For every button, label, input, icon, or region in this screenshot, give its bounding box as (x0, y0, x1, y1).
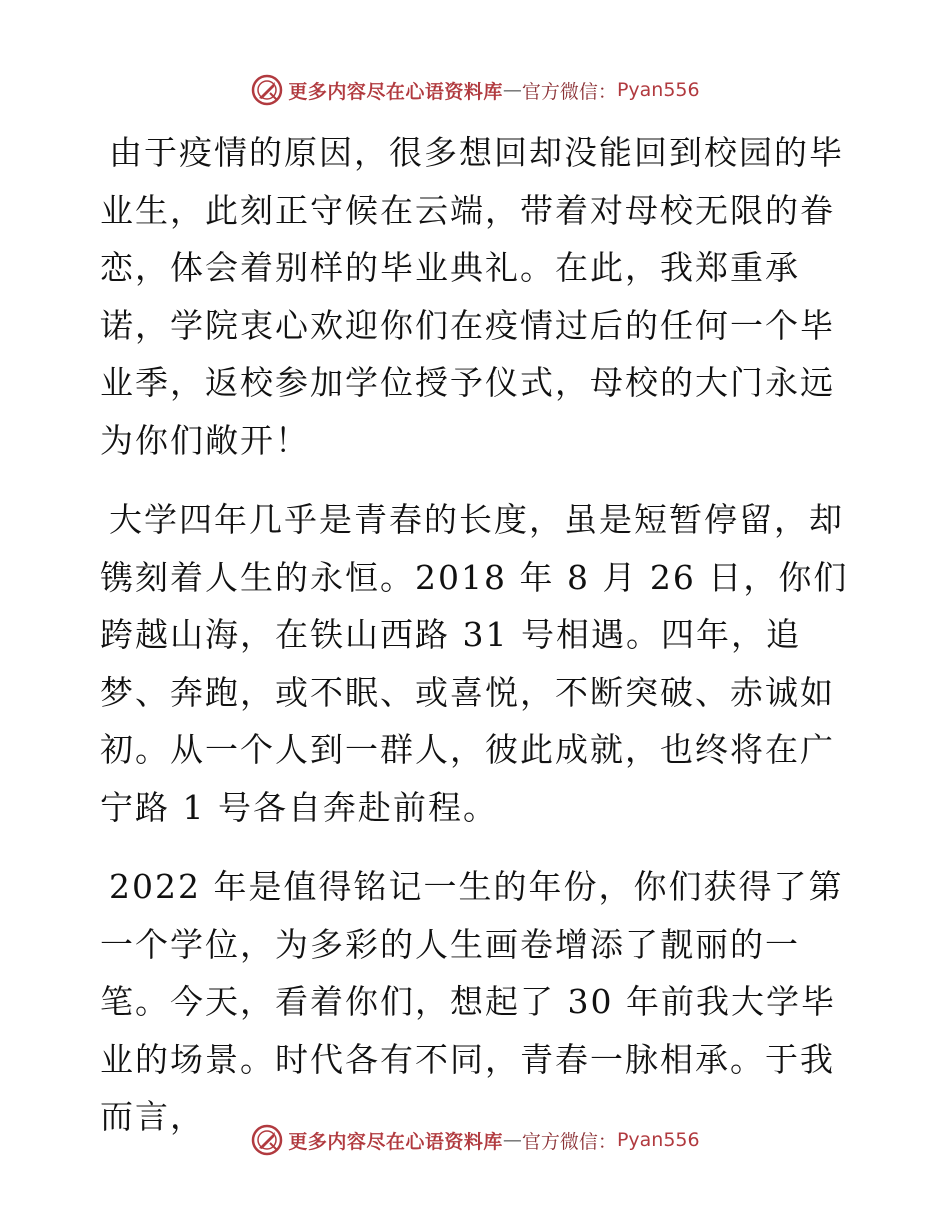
watermark-separator: — (502, 1129, 522, 1151)
paragraph-1: 由于疫情的原因，很多想回却没能回到校园的毕业生，此刻正守候在云端，带着对母校无限的眷恋，体会着别样的毕业典礼。在此，我郑重承诺，学院衷心欢迎你们在疫情过后的任何一个毕业季，返校参加学位授予仪式，母校的大门永远为你们敞开！ (100, 133, 844, 460)
watermark-label: 官方微信： (521, 80, 617, 103)
watermark-wechat-id: Pyan556 (616, 79, 700, 101)
logo-seal-icon (250, 73, 284, 107)
paragraph-3: 2022 年是值得铭记一生的年份，你们获得了第一个学位，为多彩的人生画卷增添了靓丽的一笔。今天，看着你们，想起了 30 年前我大学毕业的场景。时代各有不同，青春一脉相承。于我而言， (100, 867, 844, 1136)
watermark-header (0, 70, 950, 110)
logo-seal-icon (250, 1123, 284, 1157)
watermark-separator: — (502, 79, 522, 101)
watermark-footer (0, 1120, 950, 1160)
watermark-label: 官方微信： (521, 1130, 617, 1153)
watermark-wechat-id: Pyan556 (616, 1129, 700, 1151)
watermark-brand: 更多内容尽在心语资料库 (288, 1130, 503, 1153)
body-text (100, 124, 860, 1168)
paragraph-2: 大学四年几乎是青春的长度，虽是短暂停留，却镌刻着人生的永恒。2018 年 8 月 26 日，你们跨越山海，在铁山西路 31 号相遇。四年，追梦、奔跑，或不眠、或喜悦，不断突破、赤诚如初。从一个人到一群人，彼此成就，也终将在广宁路 1 号各自奔赴前程。 (100, 500, 849, 827)
watermark-brand: 更多内容尽在心语资料库 (288, 80, 503, 103)
